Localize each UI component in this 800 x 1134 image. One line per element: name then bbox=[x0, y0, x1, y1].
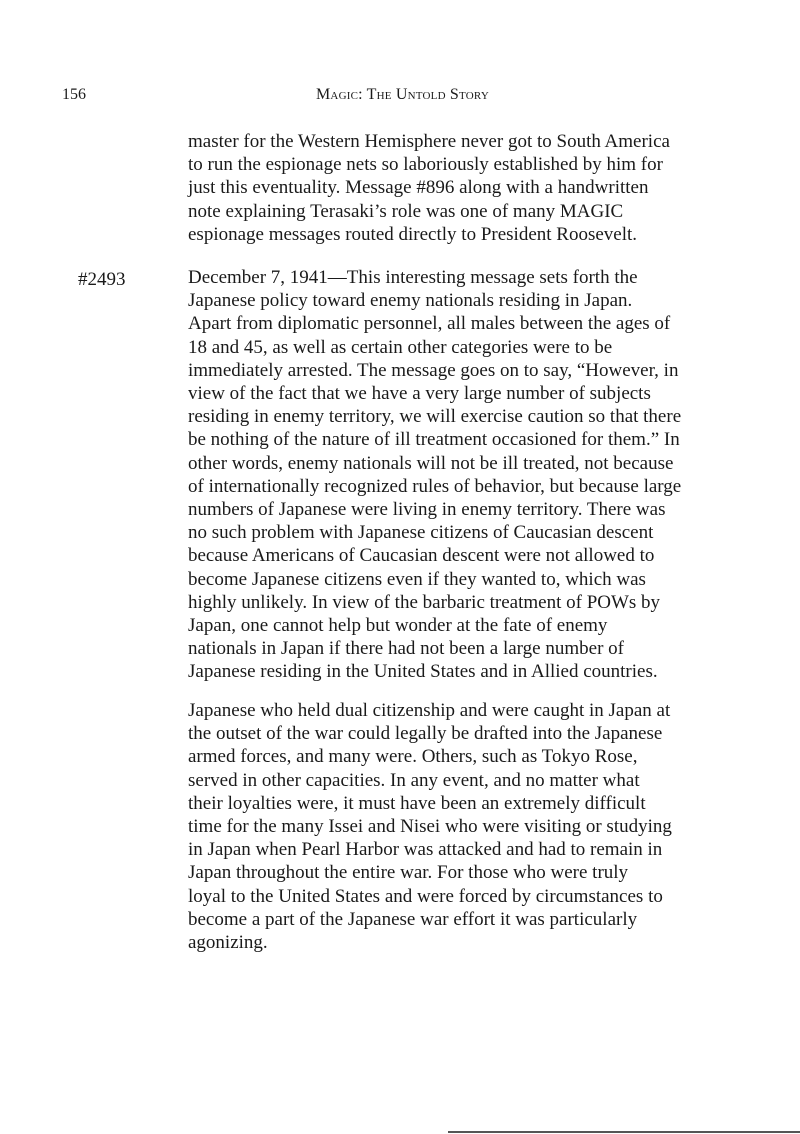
text-line: other words, enemy nationals will not be ill treated, not because bbox=[188, 452, 674, 474]
text-line: their loyalties were, it must have been an extremely difficult bbox=[188, 792, 646, 814]
text-line: Apart from diplomatic personnel, all males between the ages of bbox=[188, 313, 671, 335]
text-line: because Americans of Caucasian descent were not allowed to bbox=[188, 545, 655, 567]
text-line: Japanese policy toward enemy nationals residing in Japan. bbox=[188, 290, 633, 312]
text-line: espionage messages routed directly to President Roosevelt. bbox=[188, 223, 638, 245]
text-line: highly unlikely. In view of the barbaric treatment of POWs by bbox=[188, 591, 661, 613]
text-line: master for the Western Hemisphere never got to South America bbox=[188, 131, 670, 152]
text-line: nationals in Japan if there had not been a large number of bbox=[188, 638, 624, 660]
paragraph-message-2493 bbox=[188, 266, 728, 684]
text-line: be nothing of the nature of ill treatment occasioned for them.” In bbox=[188, 429, 680, 451]
running-head: Magic: The Untold Story bbox=[316, 86, 489, 103]
text-line: agonizing. bbox=[188, 932, 268, 954]
text-line: no such problem with Japanese citizens of Caucasian descent bbox=[188, 522, 654, 544]
text-line: numbers of Japanese were living in enemy territory. There was bbox=[188, 499, 666, 521]
text-line: 18 and 45, as well as certain other categories were to be bbox=[188, 336, 613, 358]
message-reference-label: #2493 bbox=[78, 269, 126, 290]
text-line: the outset of the war could legally be drafted into the Japanese bbox=[188, 723, 663, 745]
text-line: immediately arrested. The message goes on to say, “However, in bbox=[188, 359, 679, 381]
text-line: Japan throughout the entire war. For those who were truly bbox=[188, 862, 629, 884]
paragraph-dual-citizenship bbox=[188, 699, 728, 954]
text-line: just this eventuality. Message #896 along with a handwritten bbox=[188, 177, 649, 199]
text-line: become Japanese citizens even if they wanted to, which was bbox=[188, 568, 646, 590]
text-line: residing in enemy territory, we will exercise caution so that there bbox=[188, 406, 682, 428]
page-number: 156 bbox=[62, 86, 86, 103]
text-line: December 7, 1941—This interesting message sets forth the bbox=[188, 267, 638, 288]
text-line: view of the fact that we have a very large number of subjects bbox=[188, 383, 651, 405]
text-line: Japanese residing in the United States and in Allied countries. bbox=[188, 661, 658, 683]
text-line: time for the many Issei and Nisei who were visiting or studying bbox=[188, 816, 672, 838]
text-line: served in other capacities. In any event, and no matter what bbox=[188, 769, 640, 791]
text-line: Japanese who held dual citizenship and were caught in Japan at bbox=[188, 700, 671, 721]
text-line: loyal to the United States and were forced by circumstances to bbox=[188, 885, 663, 907]
text-line: become a part of the Japanese war effort it was particularly bbox=[188, 908, 638, 930]
text-line: in Japan when Pearl Harbor was attacked and had to remain in bbox=[188, 839, 663, 861]
text-line: of internationally recognized rules of behavior, but because large bbox=[188, 475, 682, 497]
paragraph-continuation bbox=[188, 130, 728, 246]
text-line: to run the espionage nets so laboriously established by him for bbox=[188, 154, 663, 176]
text-line: armed forces, and many were. Others, such as Tokyo Rose, bbox=[188, 746, 638, 768]
text-line: note explaining Terasaki’s role was one of many MAGIC bbox=[188, 200, 624, 222]
bottom-rule bbox=[448, 1131, 800, 1133]
text-line: Japan, one cannot help but wonder at the fate of enemy bbox=[188, 615, 608, 637]
